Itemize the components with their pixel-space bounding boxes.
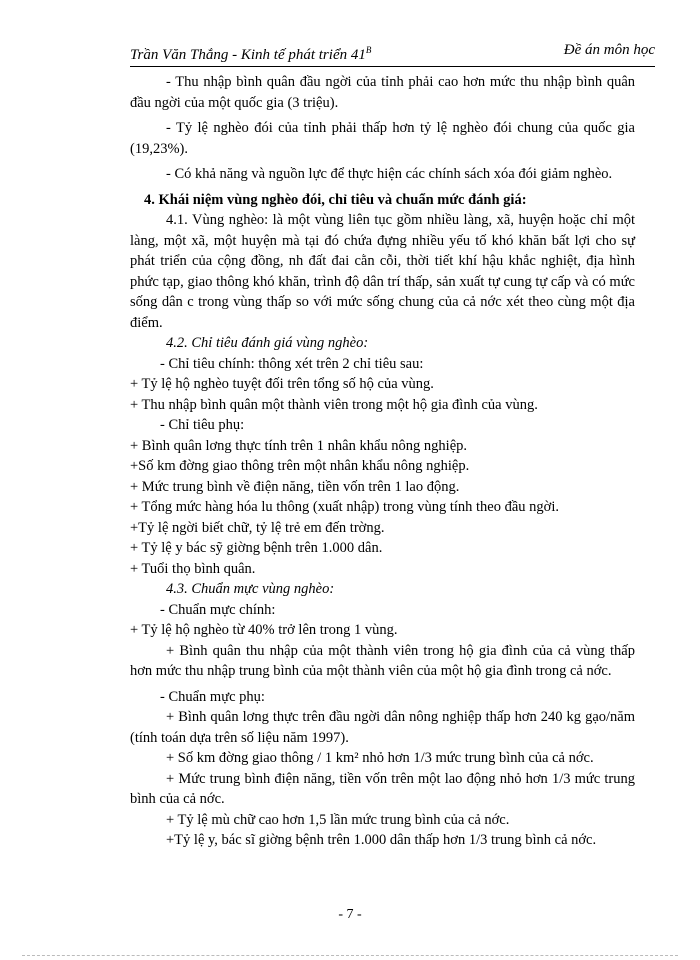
paragraph: - Thu nhập bình quân đầu ngời của tỉnh phải cao hơn mức thu nhập bình quân đầu ngời của một quốc gia (3 triệu). bbox=[130, 74, 635, 111]
list-item: + Tỷ lệ mù chữ cao hơn 1,5 lần mức trung bình của cả nớc. bbox=[166, 811, 510, 828]
subsection-heading: 4.2. Chỉ tiêu đánh giá vùng nghèo: bbox=[166, 335, 369, 351]
list-item: + Mức trung bình về điện năng, tiền vốn trên 1 lao động. bbox=[130, 478, 460, 495]
list-item: + Tỷ lệ hộ nghèo từ 40% trở lên trong 1 vùng. bbox=[130, 622, 398, 638]
subsection-heading: 4.3. Chuẩn mực vùng nghèo: bbox=[166, 581, 335, 597]
header-right: Đề án môn học bbox=[563, 42, 655, 58]
list-item: + Bình quân lơng thực trên đầu ngời dân nông nghiệp thấp hơn 240 kg gạo/năm (tính toán dựa trên số liệu năm 1997). bbox=[130, 709, 635, 746]
list-item: - Chỉ tiêu phụ: bbox=[160, 417, 245, 433]
list-item: + Bình quân thu nhập của một thành viên trong hộ gia đình của cả vùng thấp hơn mức thu nhập trung bình của một thành viên của một hộ gia đình trong cả nớc. bbox=[130, 642, 635, 679]
page-body bbox=[130, 72, 635, 851]
list-item: +Tỷ lệ y, bác sĩ giờng bệnh trên 1.000 dân thấp hơn 1/3 trung bình cả nớc. bbox=[166, 832, 597, 848]
list-item: + Tuổi thọ bình quân. bbox=[130, 560, 256, 577]
list-item: - Chuẩn mực chính: bbox=[160, 601, 276, 618]
list-item: +Số km đờng giao thông trên một nhân khẩu nông nghiệp. bbox=[130, 458, 470, 474]
list-item: - Chuẩn mực phụ: bbox=[160, 688, 265, 705]
header-left: Trần Văn Thắng - Kinh tế phát triển $41^B$ bbox=[130, 45, 372, 63]
list-item: +Tỷ lệ ngời biết chữ, tỷ lệ trẻ em đến trờng. bbox=[130, 519, 385, 536]
page-header bbox=[130, 41, 655, 67]
list-item: + Mức trung bình điện năng, tiền vốn trên một lao động nhỏ hơn 1/3 mức trung bình của cả nớc. bbox=[130, 770, 635, 807]
paragraph: - Tỷ lệ nghèo đói của tỉnh phải thấp hơn tỷ lệ nghèo đói chung của quốc gia (19,23%). bbox=[130, 120, 635, 157]
section-heading: 4. Khái niệm vùng nghèo đói, chỉ tiêu và chuẩn mức đánh giá: bbox=[144, 191, 527, 208]
list-item: + Tỷ lệ y bác sỹ giờng bệnh trên 1.000 dân. bbox=[130, 540, 383, 556]
list-item: + Thu nhập bình quân một thành viên trong một hộ gia đình của vùng. bbox=[130, 396, 538, 413]
list-item: + Bình quân lơng thực tính trên 1 nhân khẩu nông nghiệp. bbox=[130, 437, 468, 454]
list-item: + Số km đờng giao thông / 1 km² nhỏ hơn 1/3 mức trung bình của cả nớc. bbox=[166, 750, 594, 766]
page-number: - 7 - bbox=[338, 907, 362, 922]
page-bottom-divider bbox=[22, 955, 678, 956]
list-item: + Tổng mức hàng hóa lu thông (xuất nhập) trong vùng tính theo đầu ngời. bbox=[130, 499, 559, 515]
paragraph: 4.1. Vùng nghèo: là một vùng liên tục gồm nhiều làng, xã, huyện hoặc chỉ một làng, một xã, một huyện mà tại đó chứa đựng nhiều yếu tố khó khăn bất lợi cho sự phát triển của cộng đồng, nh đất đai cằn cỗi, thời tiết khí hậu khắc nghiệt, địa hình phức tạp, giao thông khó khăn, trình độ dân trí thấp, sản xuất tự cung tự cấp và có mức sống dân c trong vùng thấp so với mức sống chung của cả nớc xét theo cùng một địa điểm. bbox=[130, 212, 635, 331]
list-item: - Chỉ tiêu chính: thông xét trên 2 chỉ tiêu sau: bbox=[160, 355, 424, 372]
list-item: + Tỷ lệ hộ nghèo tuyệt đối trên tổng số hộ của vùng. bbox=[130, 376, 434, 392]
paragraph: - Có khả năng và nguồn lực để thực hiện các chính sách xóa đói giảm nghèo. bbox=[166, 166, 613, 182]
header-superscript: B bbox=[365, 45, 372, 55]
